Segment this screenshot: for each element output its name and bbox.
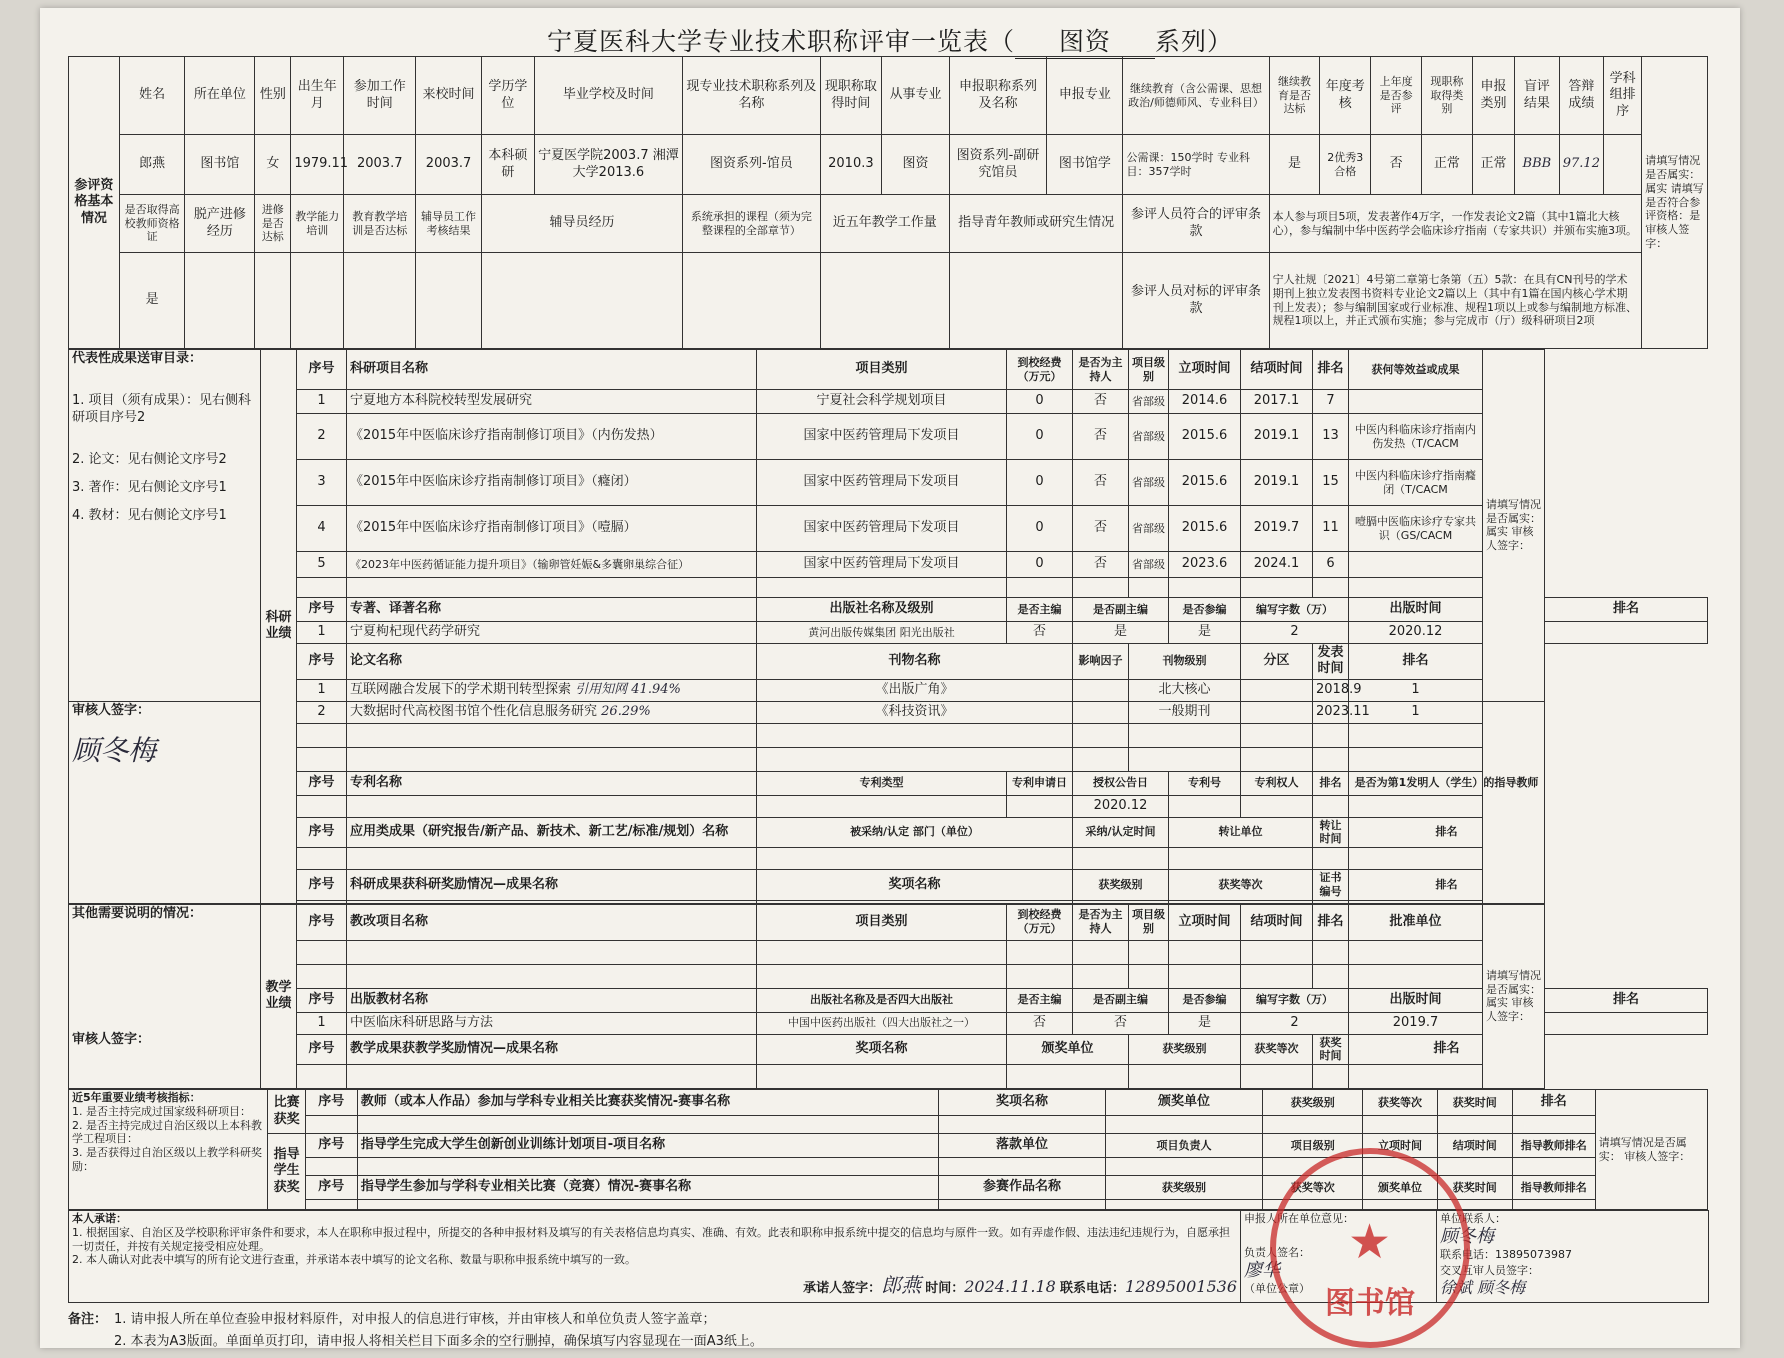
r-hdr-result: 获何等效益或成果 [1349, 350, 1483, 390]
basic-section-label: 参评资格基本情况 [69, 57, 120, 349]
hdr-defense: 答辩成绩 [1559, 57, 1603, 135]
sign-date: 2024.11.18 [964, 1277, 1056, 1296]
head-signature: 廖华 [1244, 1259, 1280, 1281]
hdr-assess: 年度考核 [1320, 57, 1371, 135]
hdr2-guide: 指导青年教师或研究生情况 [949, 195, 1123, 253]
val2-cert[interactable]: 是 [119, 253, 185, 349]
val-join[interactable]: 2003.7 [416, 135, 482, 195]
val-gender[interactable]: 女 [255, 135, 291, 195]
r-hdr-level: 项目级别 [1129, 350, 1169, 390]
r-hdr-host: 是否为主持人 [1073, 350, 1129, 390]
val-edu-ok[interactable]: 是 [1269, 135, 1320, 195]
r-hdr-end: 结项时间 [1241, 350, 1313, 390]
hdr2-cert: 是否取得高校教师资格证 [119, 195, 185, 253]
hdr-major: 从事专业 [882, 57, 950, 135]
val-edu[interactable]: 公需课：150学时 专业科目：357学时 [1123, 135, 1269, 195]
val-degree[interactable]: 本科硕研 [481, 135, 534, 195]
research-label: 科研业绩 [261, 350, 297, 904]
table-row: 1 宁夏枸杞现代药学研究 黄河出版传媒集团 阳光出版社 否 是 是 2 2020.12 [69, 622, 1708, 644]
table-row: 1 中医临床科研思路与方法 中国中医药出版社（四大出版社之一） 否 否 是 2 2019.7 [69, 1012, 1708, 1034]
hdr-gender: 性别 [255, 57, 291, 135]
form-sheet [40, 8, 1740, 1348]
r-hdr-rank: 排名 [1313, 350, 1349, 390]
val-name[interactable]: 郎燕 [119, 135, 185, 195]
clause-meets-text[interactable]: 本人参与项目5项，发表著作4万字，一作发表论文2篇（其中1篇北大核心），参与编制中华中医药学会临床诊疗指南（专家共识）并颁布实施3项。 [1269, 195, 1642, 253]
form-table-area [68, 56, 1708, 1353]
hdr-degree: 学历学位 [481, 57, 534, 135]
val-apply-cat[interactable]: 正常 [1472, 135, 1514, 195]
hdr2-workload: 近五年教学工作量 [820, 195, 949, 253]
comp-label: 比赛获奖 [268, 1090, 305, 1134]
hdr-title-time: 现职称取得时间 [820, 57, 881, 135]
r-hdr-no: 序号 [297, 350, 347, 390]
val-school[interactable]: 宁夏医学院2003.7 湘潭大学2013.6 [534, 135, 682, 195]
val2-courses[interactable] [683, 253, 821, 349]
val-rank[interactable] [1604, 135, 1642, 195]
table-row: 1 互联网融合发展下的学术期刊转型探索 引用知网 41.94% 《出版广角》 北大核心 2018.9 1 [69, 679, 1708, 701]
hdr-edu: 继续教育（含公需课、思想政治/师德师风、专业科目） [1123, 57, 1269, 135]
hdr-rank: 学科组排序 [1604, 57, 1642, 135]
applicant-phone: 12895001536 [1125, 1277, 1237, 1296]
hdr2-counsel: 辅导员经历 [481, 195, 682, 253]
research-verify: 请填写情况是否属实：属实 审核人签字： [1483, 350, 1545, 702]
hdr-apply-cat: 申报类别 [1472, 57, 1514, 135]
hdr-apply-title: 申报职称系列及名称 [949, 57, 1046, 135]
form-title: 宁夏医科大学专业技术职称评审一览表（ 图资 系列） [40, 22, 1740, 59]
notes-block: 备注： 1. 请申报人所在单位查验申报材料原件，对申报人的信息进行审核，并由审核人和单位负责人签字盖章； 2. 本表为A3版面。单面单页打印，请申报人将相关栏目下面多余的空行删掉，确保填写内容显现在一面A3纸上。 [68, 1312, 763, 1350]
table-row: 5 《2023年中医药循证能力提升项目》（输卵管妊娠&多囊卵巢综合征） 国家中医药管理局下发项目 0 否 省部级 2023.6 2024.1 6 [69, 552, 1708, 578]
patent-date[interactable]: 2020.12 [1073, 795, 1169, 817]
b-hdr-no: 序号 [297, 598, 347, 622]
hdr2-meets: 参评人员符合的评审条款 [1123, 195, 1269, 253]
paper1-note: 引用知网 41.94% [575, 681, 681, 697]
val-cat[interactable]: 正常 [1422, 135, 1473, 195]
recent-indicators: 近5年重要业绩考核指标： 1. 是否主持完成过国家级科研项目： 2. 是否主持完成过自治区级以上本科教学工程项目： 3. 是否获得过自治区级以上教学科研奖励： [69, 1090, 268, 1210]
val2-counsel[interactable] [481, 253, 682, 349]
hdr-last: 上年度是否参评 [1371, 57, 1422, 135]
clause-target-text[interactable]: 宁人社规〔2021〕4号第二章第七条第（五）5款：在具有CN刊号的学术期刊上独立发表图书资料专业论文2篇以上（其中有1篇在国内核心学术期刊上发表）；参与编制国家或行业标准、规程1项以上或参与编制地方标准、规程1项以上，并正式颁布实施；参与完成市（厅）级科研项目2项 [1269, 253, 1642, 349]
r-hdr-cat: 项目类别 [757, 350, 1007, 390]
val2-study-ok[interactable] [255, 253, 291, 349]
promise-block: 本人承诺： 1. 根据国家、自治区及学校职称评审条件和要求，本人在职称申报过程中，所提交的各种申报材料及填写的有关表格信息均真实、准确、有效。此表和职称申报系统中提交的信息均与原件一致。如有弄虚作假、违法违纪违规行为，自愿承担一切责任，并按有关规定接受相应处理。 2. 本人确认对此表中填写的所有论文进行查重，并承诺本表中填写的论文名称、数量与职称申报系统中填写的一致。 承诺人签字：郎燕 时间：2024.11.18 联系电话：12895001536 [69, 1211, 1241, 1303]
hdr-join: 来校时间 [416, 57, 482, 135]
val-apply-title[interactable]: 图资系列-副研究馆员 [949, 135, 1046, 195]
val2-workload[interactable] [820, 253, 949, 349]
val-work-start[interactable]: 2003.7 [344, 135, 416, 195]
hdr2-counsel-eval: 辅导员工作考核结果 [416, 195, 482, 253]
applicant-signature: 郎燕 [881, 1273, 922, 1297]
recent-verify: 请填写情况是否属实： 审核人签字： [1595, 1090, 1707, 1210]
val-apply-major[interactable]: 图书馆学 [1047, 135, 1123, 195]
hdr-birth: 出生年月 [291, 57, 344, 135]
teaching-table: 其他需要说明的情况： 审核人签字： 教学业绩 序号 教改项目名称 项目类别 到校经费（万元） 是否为主持人 项目级别 立项时间 结项时间 排名 批准单位 请填写情况是否属实：属实 审核人签字： 序号 出版教材名称 出版社名称及是否四大出版社 是否主编 是否副主编 是否参编 编写字数（万） 出版时间 排名 1 中医临床科研思路与方法 中国中医药出版社（四大出版社之一） 否 否 是 2 2019.7 序号 教学成果获教学奖励情况—成果名称 奖项名称 颁奖单位 获奖级别 获奖等次 获奖时间 排名 [68, 904, 1708, 1090]
val-major[interactable]: 图资 [882, 135, 950, 195]
val-defense[interactable]: 97.12 [1559, 135, 1603, 195]
hdr-work-start: 参加工作时间 [344, 57, 416, 135]
val-blind[interactable]: BBB [1515, 135, 1559, 195]
guide-label: 指导学生获奖 [268, 1134, 305, 1210]
hdr-name: 姓名 [119, 57, 185, 135]
val-birth[interactable]: 1979.11 [291, 135, 344, 195]
val2-train[interactable] [291, 253, 344, 349]
hdr-school: 毕业学校及时间 [534, 57, 682, 135]
val-last[interactable]: 否 [1371, 135, 1422, 195]
basic-info-table [68, 56, 1708, 349]
val2-train-ok[interactable] [344, 253, 416, 349]
val2-study[interactable] [185, 253, 255, 349]
val2-counsel-eval[interactable] [416, 253, 482, 349]
table-row: 1 宁夏地方本科院校转型发展研究 宁夏社会科学规划项目 0 否 省部级 2014.6 2017.1 7 [69, 390, 1708, 414]
official-stamp: ★ 图书馆 [1270, 1148, 1470, 1348]
unit-opinion: 申报人所在单位意见： 负责人签名： 廖华 （单位公章） [1241, 1211, 1437, 1303]
hdr-edu-ok: 继续教育是否达标 [1269, 57, 1320, 135]
hdr-unit: 所在单位 [185, 57, 255, 135]
paper2-note: 26.29% [601, 703, 651, 719]
teaching-verify: 请填写情况是否属实：属实 审核人签字： [1483, 904, 1545, 1089]
series-field[interactable]: 图资 [1015, 22, 1155, 59]
hdr-cat: 现职称取得类别 [1422, 57, 1473, 135]
table-row: 2 《2015年中医临床诊疗指南制修订项目》（内伤发热） 国家中医药管理局下发项目 0 否 省部级 2015.6 2019.1 13 中医内科临床诊疗指南内伤发热（T/CACM [69, 414, 1708, 460]
contact-block: 单位联系人： 顾冬梅 联系电话：13895073987 交叉互审人员签字： 徐斌 顾冬梅 [1437, 1211, 1709, 1303]
b-hdr-pub: 出版社名称及级别 [757, 598, 1007, 622]
hdr2-target: 参评人员对标的评审条款 [1123, 253, 1269, 349]
hdr2-study-ok: 进修是否达标 [255, 195, 291, 253]
hdr-apply-major: 申报专业 [1047, 57, 1123, 135]
val-cur-title[interactable]: 图资系列-馆员 [683, 135, 821, 195]
val-assess[interactable]: 2优秀3合格 [1320, 135, 1371, 195]
table-row: 3 《2015年中医临床诊疗指南制修订项目》（癃闭） 国家中医药管理局下发项目 0 否 省部级 2015.6 2019.1 15 中医内科临床诊疗指南癃闭（T/CACM [69, 460, 1708, 506]
r-hdr-start: 立项时间 [1169, 350, 1241, 390]
table-row: 4 《2015年中医临床诊疗指南制修订项目》（噎膈） 国家中医药管理局下发项目 0 否 省部级 2015.6 2019.7 11 噎膈中医临床诊疗专家共识（GS/CACM [69, 506, 1708, 552]
other-notes: 其他需要说明的情况： 审核人签字： [69, 904, 261, 1089]
hdr2-train: 教学能力培训 [291, 195, 344, 253]
hdr2-train-ok: 教育教学培训是否达标 [344, 195, 416, 253]
auditor-signature: 顾冬梅 [72, 733, 157, 767]
basic-verify: 请填写情况是否属实：属实 请填写是否符合参评资格：是 审核人签字： [1642, 57, 1708, 349]
hdr2-courses: 系统承担的课程（须为完整课程的全部章节） [683, 195, 821, 253]
hdr-cur-title: 现专业技术职称系列及名称 [683, 57, 821, 135]
teaching-label: 教学业绩 [261, 904, 297, 1089]
rep-signer: 审核人签字： 顾冬梅 [69, 701, 261, 903]
r-hdr-name: 科研项目名称 [347, 350, 757, 390]
table-row: 审核人签字： 顾冬梅 2 大数据时代高校图书馆个性化信息服务研究 26.29% 《科技资讯》 一般期刊 2023.11 1 [69, 701, 1708, 723]
val2-guide[interactable] [949, 253, 1123, 349]
rep-list: 代表性成果送审目录： 1. 项目（须有成果）：见右侧科研项目序号2 2. 论文：见右侧论文序号2 3. 著作：见右侧论文序号1 4. 教材：见右侧论文序号1 [69, 350, 261, 702]
r-hdr-fund: 到校经费（万元） [1007, 350, 1073, 390]
hdr2-study: 脱产进修经历 [185, 195, 255, 253]
hdr-blind: 盲评结果 [1515, 57, 1559, 135]
val-unit[interactable]: 图书馆 [185, 135, 255, 195]
val-title-time[interactable]: 2010.3 [820, 135, 881, 195]
b-hdr-name: 专著、译著名称 [347, 598, 757, 622]
recent-table: 近5年重要业绩考核指标： 1. 是否主持完成过国家级科研项目： 2. 是否主持完成过自治区级以上本科教学工程项目： 3. 是否获得过自治区级以上教学科研奖励： 比赛获奖 序号 教师（或本人作品）参加与学科专业相关比赛获奖情况-赛事名称 奖项名称 颁奖单位 获奖级别 获奖等次 获奖时间 排名 请填写情况是否属实： 审核人签字： 指导学生获奖 序号 指导学生完成大学生创新创业训练计划项目-项目名称 落款单位 项目负责人 项目级别 立项时间 结项时间 指导教师排名 序号 指导学生参加与学科专业相关比赛（竞赛）情况-赛事名称 参赛作品名称 获奖级别 获奖等次 颁奖单位 获奖时间 指导教师排名 [68, 1089, 1708, 1210]
research-table: 代表性成果送审目录： 1. 项目（须有成果）：见右侧科研项目序号2 2. 论文：见右侧论文序号2 3. 著作：见右侧论文序号1 4. 教材：见右侧论文序号1 科研业绩 序号 科研项目名称 项目类别 到校经费（万元） 是否为主持人 项目级别 立项时间 结项时间 排名 获何等效益或成果 请填写情况是否属实：属实 审核人签字： 1 宁夏地方本科院校转型发展研究 宁夏社会科学规划项目 0 否 省部级 2014.6 2017.1 7 2 《2015年中医临床诊疗指南制修订项目》（内伤发热） 国家中医药管理局下发项目 0 否 省部级 2015.6 2019.1 13 中医内科临床诊疗指南内伤发热（T/CACM 3 《2015年中医临床诊疗指南制修订项目》（癃闭） 国家中医药管理局下发项目 0 否 省部级 2015.6 2019.1 15 中医内科临床诊疗指南癃闭（T/CACM 4 《2015年中医临床诊疗指南制修订项目》（噎膈） 国家中医药管理局下发项目 0 否 省部级 2015.6 2019.7 11 噎膈中医临床诊疗专家共识（GS/CACM 5 《2023年中医药循证能力提升项目》（输卵管妊娠&多囊卵巢综合征） 国家中医药管理局下发项目 0 否 省部级 2023.6 2024.1 6 序号 专著、译著名称 出版社名称及级别 是否主编 是否副主编 是否参编 编写字数（万） 出版时间 排名 1 宁夏枸杞现代药学研究 黄河出版传媒集团 阳光出版社 否 是 是 2 2020.12 序号 论文名称 刊物名称 影响因子 刊物级别 分区 发表时间 排名 1 互联网融合发展下的学术期刊转型探索 引用知网 41.94% 《出版广角》 北大核心 2018.9 1 审核人签字： 顾冬梅 2 大数据时代高校图书馆个性化信息服务研究 26.29% 《科技资讯》 一般期刊 2023.11 1 序号 专利名称 专利类型 专利申请日 授权公告日 专利号 专利权人 排名 是否为第1发明人（学生）的指导教师 2020.12 序号 应用类成果（研究报告/新产品、新技术、新工艺/标准/规划）名称 被采纳/认定 部门（单位） 采纳/认定时间 转让单位 转让时间 排名 序号 科研成果获科研奖励情况—成果名称 奖项名称 获奖级别 获奖等次 证书编号 排名 [68, 349, 1708, 904]
